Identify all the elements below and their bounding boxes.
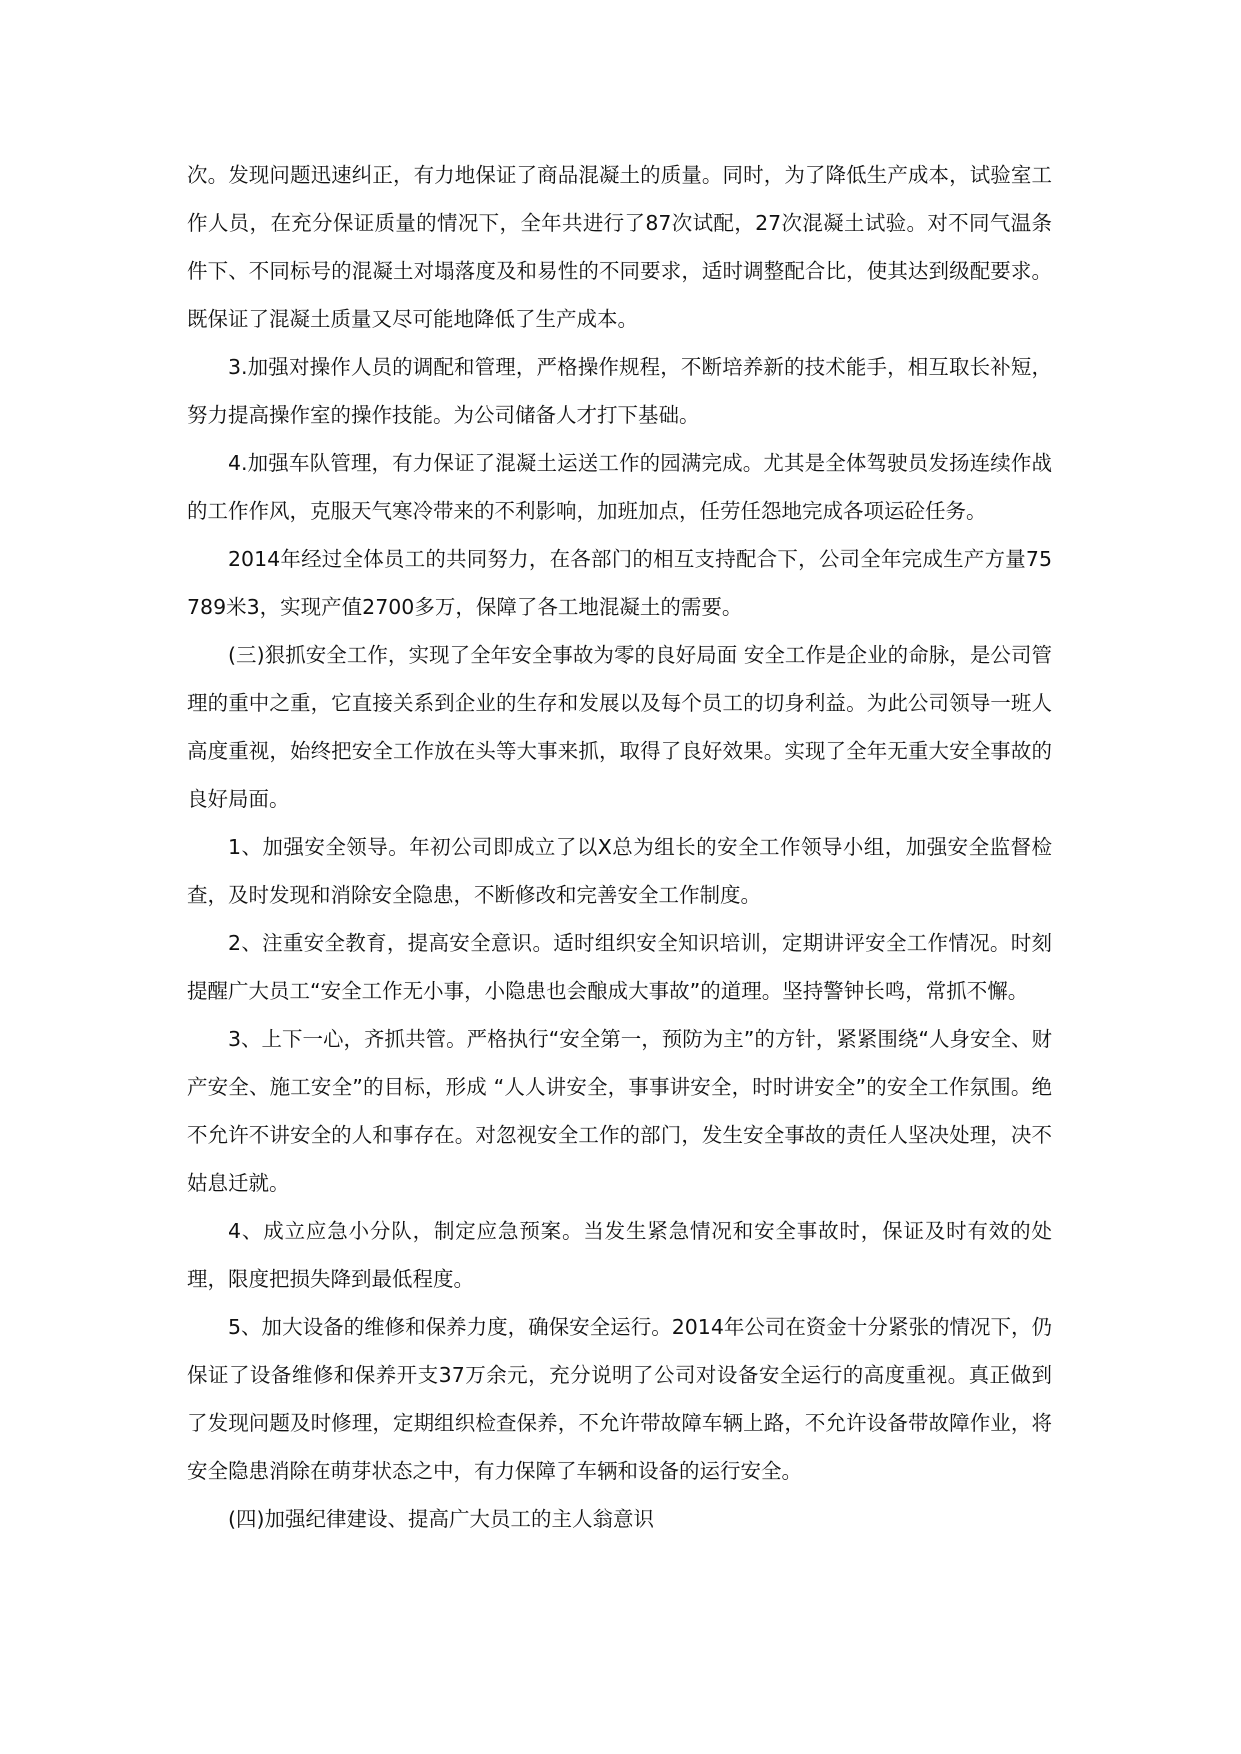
list-item-emergency-team: 4、成立应急小分队，制定应急预案。当发生紧急情况和安全事故时，保证及时有效的处理，限度把损失降到最低程度。 [187,1219,1052,1291]
section-heading-safety: (三)狠抓安全工作，实现了全年安全事故为零的良好局面 安全工作是企业的命脉，是公司管理的重中之重，它直接关系到企业的生存和发展以及每个员工的切身利益。为此公司领导一班人高度重视，始终把安全工作放在头等大事来抓，取得了良好效果。实现了全年无重大安全事故的良好局面。 [187,643,1052,811]
paragraph-operator-management: 3.加强对操作人员的调配和管理，严格操作规程，不断培养新的技术能手，相互取长补短，努力提高操作室的操作技能。为公司储备人才打下基础。 [187,355,1052,427]
section-heading-discipline: (四)加强纪律建设、提高广大员工的主人翁意识 [228,1507,654,1531]
paragraph-annual-output: 2014年经过全体员工的共同努力，在各部门的相互支持配合下，公司全年完成生产方量75789米3，实现产值2700多万，保障了各工地混凝土的需要。 [187,547,1052,619]
list-item-equipment-maintenance: 5、加大设备的维修和保养力度，确保安全运行。2014年公司在资金十分紧张的情况下，仍保证了设备维修和保养开支37万余元，充分说明了公司对设备安全运行的高度重视。真正做到了发现问题及时修理，定期组织检查保养，不允许带故障车辆上路，不允许设备带故障作业，将安全隐患消除在萌芽状态之中，有力保障了车辆和设备的运行安全。 [187,1315,1052,1483]
paragraph-fleet-management: 4.加强车队管理，有力保证了混凝土运送工作的园满完成。尤其是全体驾驶员发扬连续作战的工作作风，克服天气寒冷带来的不利影响，加班加点，任劳任怨地完成各项运砼任务。 [187,451,1052,523]
list-item-safety-education: 2、注重安全教育，提高安全意识。适时组织安全知识培训，定期讲评安全工作情况。时刻提醒广大员工“安全工作无小事，小隐患也会酿成大事故”的道理。坚持警钟长鸣，常抓不懈。 [187,931,1052,1003]
paragraph-quality-control: 次。发现问题迅速纠正，有力地保证了商品混凝土的质量。同时，为了降低生产成本，试验室工作人员，在充分保证质量的情况下，全年共进行了87次试配，27次混凝土试验。对不同气温条件下、不同标号的混凝土对塌落度及和易性的不同要求，适时调整配合比，使其达到级配要求。既保证了混凝土质量又尽可能地降低了生产成本。 [187,163,1052,331]
list-item-safety-leadership: 1、加强安全领导。年初公司即成立了以X总为组长的安全工作领导小组，加强安全监督检查，及时发现和消除安全隐患，不断修改和完善安全工作制度。 [187,835,1052,907]
list-item-joint-management: 3、上下一心，齐抓共管。严格执行“安全第一，预防为主”的方针，紧紧围绕“人身安全、财产安全、施工安全”的目标，形成 “人人讲安全，事事讲安全，时时讲安全”的安全工作氛围。绝不允许不讲安全的人和事存在。对忽视安全工作的部门，发生安全事故的责任人坚决处理，决不姑息迁就。 [187,1027,1052,1195]
document-body [187,151,1052,1543]
